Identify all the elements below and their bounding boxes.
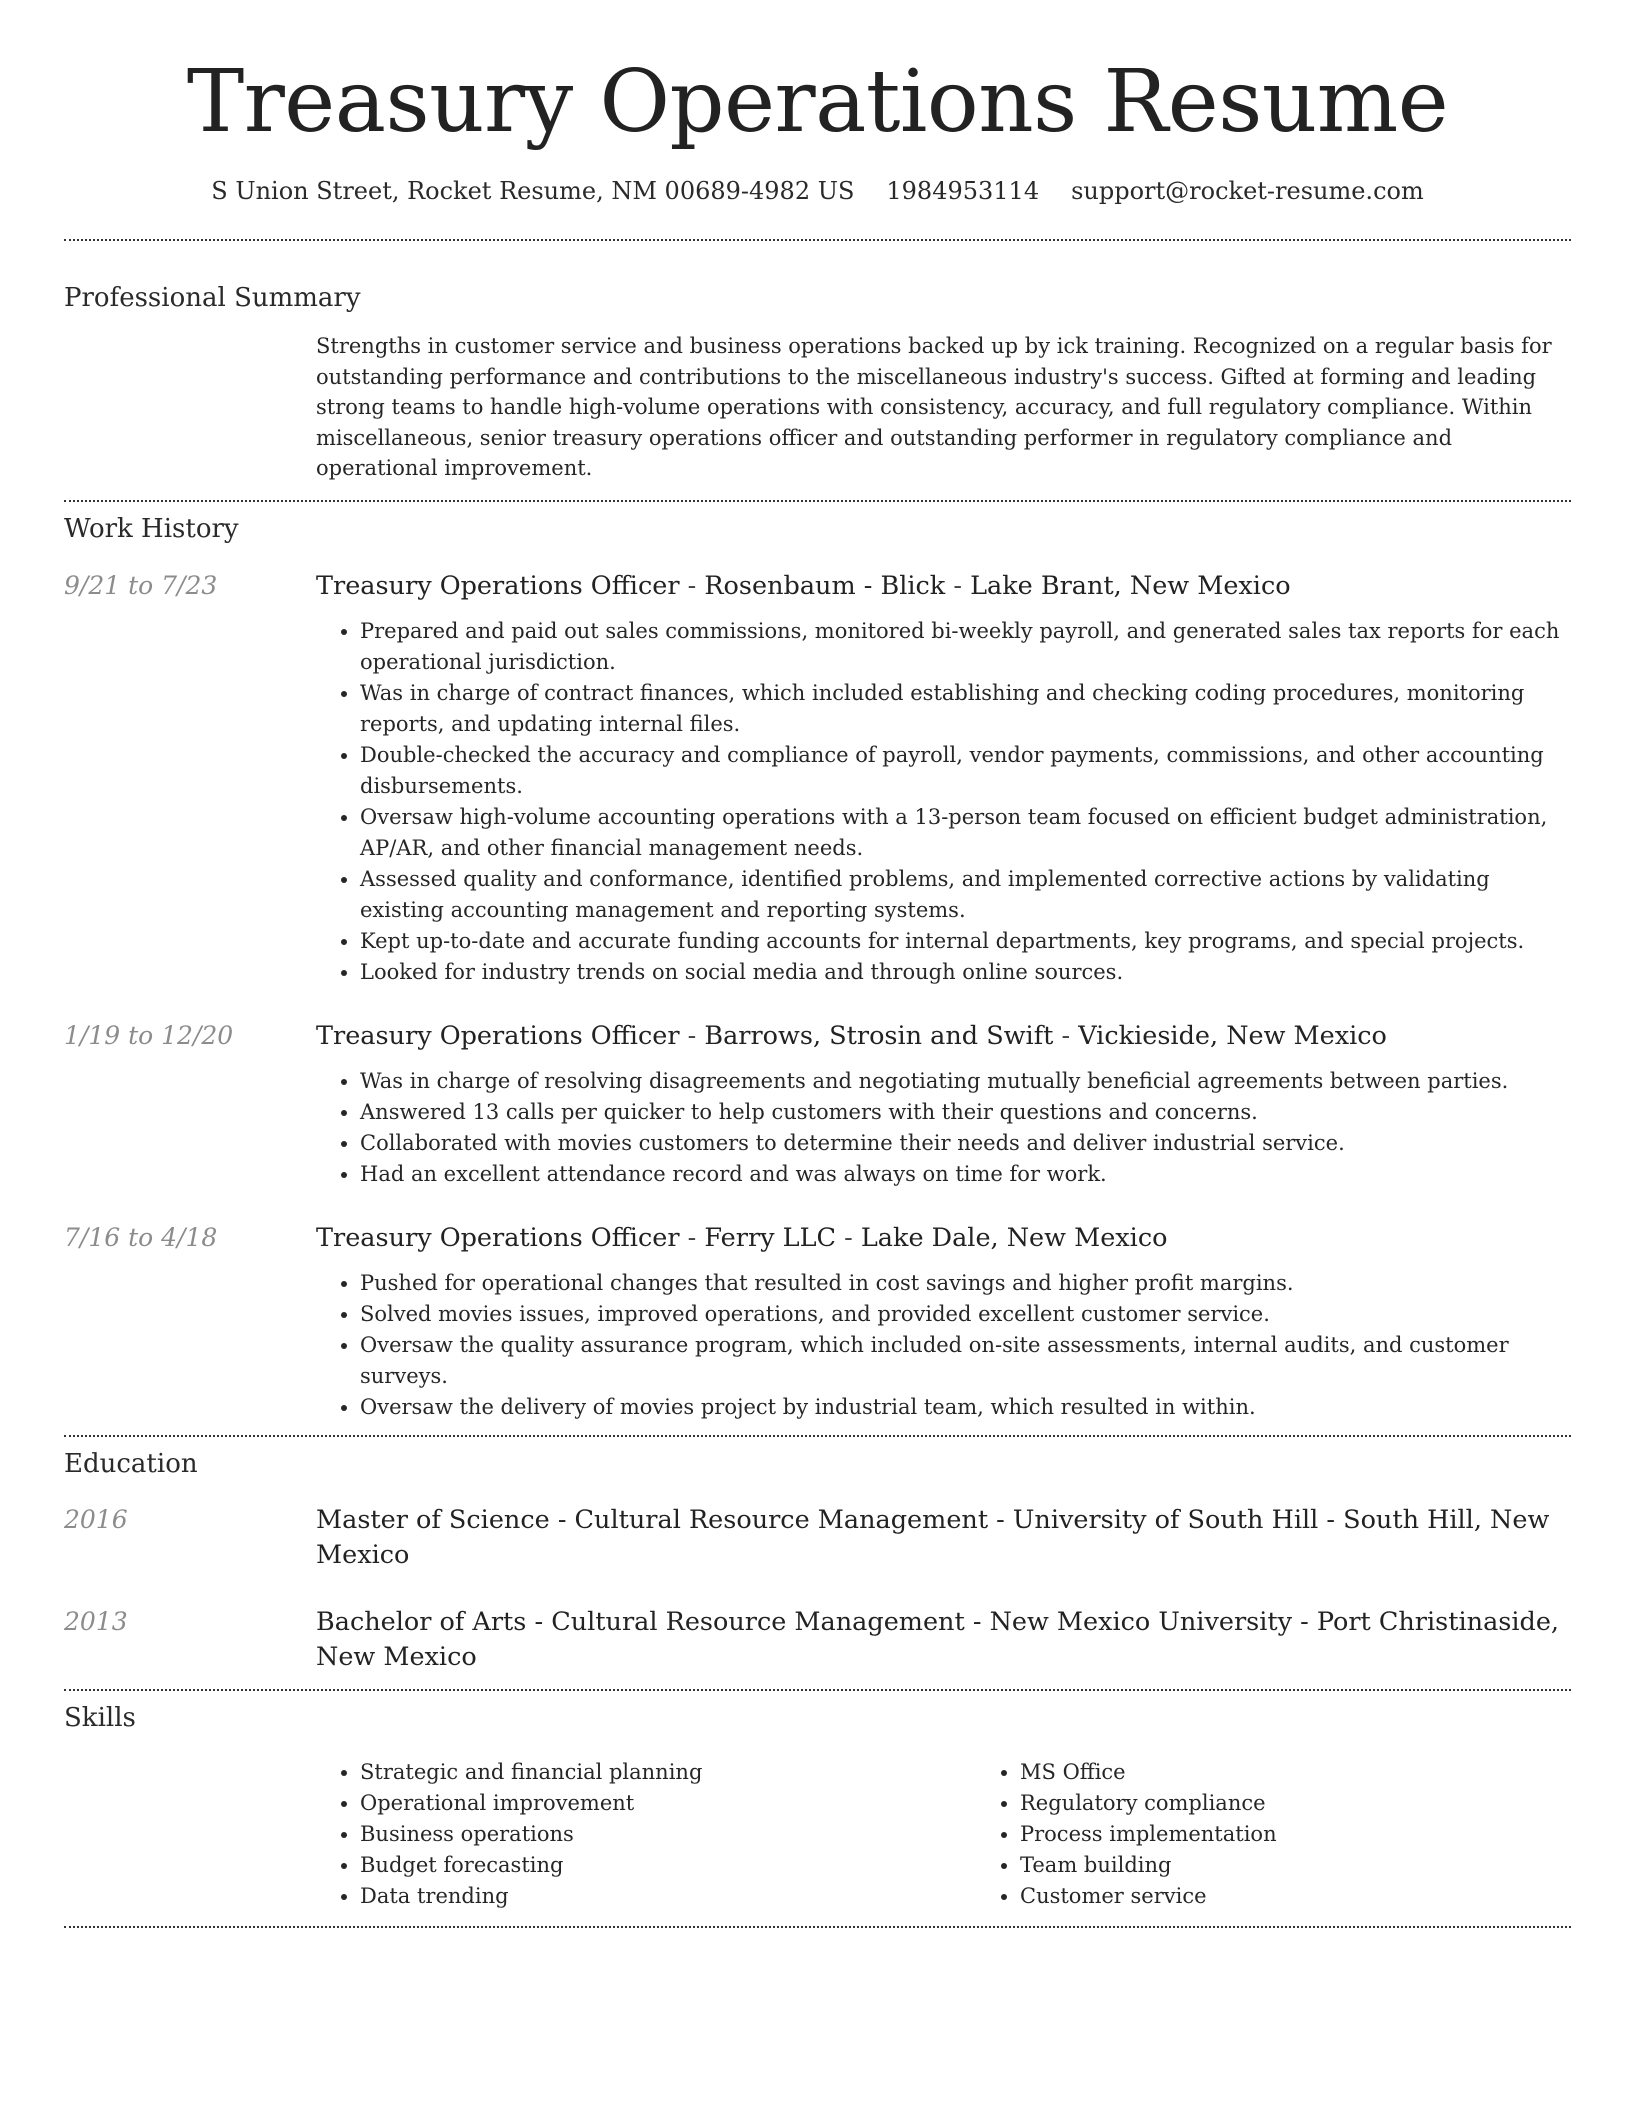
skill-item: • Regulatory compliance (1020, 1788, 1632, 1819)
skill-item: • Strategic and financial planning (360, 1757, 976, 1788)
divider (64, 1926, 1571, 1928)
list-item: • Double-checked the accuracy and compliance of payroll, vendor payments, commissions, and other accounting disbursements. (360, 740, 1571, 802)
job-dates: 9/21 to 7/23 (64, 570, 218, 600)
education-details: Bachelor of Arts - Cultural Resource Management - New Mexico University - Port Christinaside, New Mexico (316, 1606, 1560, 1672)
job-location: Lake Dale, New Mexico (860, 1222, 1168, 1253)
list-item: • Was in charge of contract finances, which included establishing and checking coding procedures, monitoring reports, and updating internal files. (360, 678, 1571, 740)
list-item: • Answered 13 calls per quicker to help customers with their questions and concerns. (360, 1097, 1571, 1128)
summary-section (64, 241, 1571, 500)
resume-page (64, 0, 1571, 1928)
work-history-section (64, 502, 1571, 1435)
education-entry (64, 1503, 1571, 1573)
list-item: • Collaborated with movies customers to determine their needs and deliver industrial service. (360, 1128, 1571, 1159)
section-title-work: Work History (64, 513, 239, 544)
list-item: • Oversaw high-volume accounting operations with a 13-person team focused on efficient budget administration, AP/AR, and other financial management needs. (360, 802, 1571, 864)
job-company: Ferry LLC (704, 1222, 837, 1253)
list-item: • Had an excellent attendance record and was always on time for work. (360, 1159, 1571, 1190)
education-degree: Bachelor of Arts - Cultural Resource Management (316, 1606, 965, 1637)
contact-phone: 1984953114 (886, 177, 1040, 205)
list-item: • Was in charge of resolving disagreements and negotiating mutually beneficial agreements between parties. (360, 1066, 1571, 1097)
resume-title: Treasury Operations Resume (186, 52, 1449, 152)
section-title-education: Education (64, 1448, 198, 1479)
job-heading: Treasury Operations Officer - Barrows, Strosin and Swift - Vickieside, New Mexico (316, 1020, 1387, 1051)
job-role: Treasury Operations Officer (316, 570, 680, 601)
job-entry (64, 1221, 1571, 1423)
contact-address: S Union Street, Rocket Resume, NM 00689-4982 US (211, 177, 855, 205)
job-bullets (316, 616, 1571, 988)
job-dates: 7/16 to 4/18 (64, 1222, 218, 1252)
summary-text: Strengths in customer service and business operations backed up by ick training. Recognized on a regular basis for outstanding performance and contributions to the miscellaneous industry's success. Gifted at forming and leading strong teams to handle high-volume operations with consistency, accuracy, and full regulatory compliance. Within miscellaneous, senior treasury operations officer and outstanding performer in regulatory compliance and operational improvement. (316, 334, 1552, 480)
skill-item: • MS Office (1020, 1757, 1632, 1788)
job-company: Rosenbaum - Blick (704, 570, 946, 601)
job-company: Barrows, Strosin and Swift (704, 1020, 1054, 1051)
skills-list-left (316, 1757, 976, 1912)
list-item: • Solved movies issues, improved operations, and provided excellent customer service. (360, 1299, 1571, 1330)
skill-item: • Budget forecasting (360, 1850, 976, 1881)
skills-list-right (976, 1757, 1632, 1912)
education-school: University of South Hill - South Hill, New Mexico (316, 1504, 1550, 1570)
skill-item: • Data trending (360, 1881, 976, 1912)
list-item: • Kept up-to-date and accurate funding accounts for internal departments, key programs, and special projects. (360, 926, 1571, 957)
skill-item: • Operational improvement (360, 1788, 976, 1819)
skill-item: • Customer service (1020, 1881, 1632, 1912)
job-role: Treasury Operations Officer (316, 1020, 680, 1051)
skill-item: • Process implementation (1020, 1819, 1632, 1850)
job-bullets (316, 1066, 1571, 1190)
skill-item: • Business operations (360, 1819, 976, 1850)
job-role: Treasury Operations Officer (316, 1222, 680, 1253)
education-section (64, 1437, 1571, 1689)
list-item: • Assessed quality and conformance, identified problems, and implemented corrective actions by validating existing accounting management and reporting systems. (360, 864, 1571, 926)
skills-section (64, 1691, 1571, 1926)
list-item: • Oversaw the quality assurance program, which included on-site assessments, internal audits, and customer surveys. (360, 1330, 1571, 1392)
job-entry (64, 569, 1571, 988)
list-item: • Looked for industry trends on social media and through online sources. (360, 957, 1571, 988)
education-year: 2013 (64, 1606, 128, 1636)
education-degree: Master of Science - Cultural Resource Management (316, 1504, 989, 1535)
section-title-skills: Skills (64, 1702, 136, 1733)
list-item: • Oversaw the delivery of movies project by industrial team, which resulted in within. (360, 1392, 1571, 1423)
education-details: Master of Science - Cultural Resource Management - University of South Hill - South Hill, New Mexico (316, 1504, 1550, 1570)
job-heading: Treasury Operations Officer - Ferry LLC - Lake Dale, New Mexico (316, 1222, 1168, 1253)
job-bullets (316, 1268, 1571, 1423)
education-school: New Mexico University - Port Christinaside, New Mexico (316, 1606, 1560, 1672)
education-year: 2016 (64, 1504, 128, 1534)
list-item: • Pushed for operational changes that resulted in cost savings and higher profit margins. (360, 1268, 1571, 1299)
list-item: • Prepared and paid out sales commissions, monitored bi-weekly payroll, and generated sales tax reports for each operational jurisdiction. (360, 616, 1571, 678)
education-entry (64, 1605, 1571, 1675)
job-location: Vickieside, New Mexico (1078, 1020, 1387, 1051)
job-heading: Treasury Operations Officer - Rosenbaum - Blick - Lake Brant, New Mexico (316, 570, 1291, 601)
job-location: Lake Brant, New Mexico (970, 570, 1291, 601)
skill-item: • Team building (1020, 1850, 1632, 1881)
section-title-summary: Professional Summary (64, 283, 361, 313)
contact-info (64, 174, 1571, 208)
job-entry (64, 1019, 1571, 1190)
contact-email: support@rocket-resume.com (1071, 177, 1424, 205)
job-dates: 1/19 to 12/20 (64, 1020, 234, 1050)
